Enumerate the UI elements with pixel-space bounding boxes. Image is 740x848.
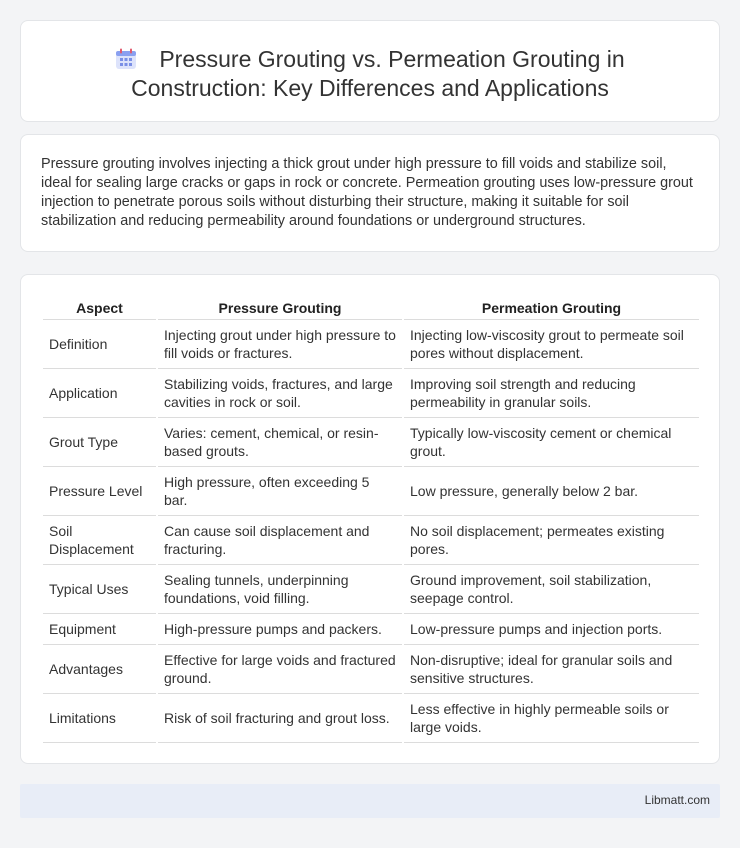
- cell-permeation: Low-pressure pumps and injection ports.: [403, 613, 699, 644]
- comparison-table: [43, 297, 699, 743]
- title-card: [20, 20, 720, 122]
- table-row: [43, 319, 699, 368]
- cell-pressure: Risk of soil fracturing and grout loss.: [157, 693, 403, 742]
- table-row: [43, 515, 699, 564]
- table-row: [43, 564, 699, 613]
- intro-paragraph: Pressure grouting involves injecting a thick grout under high pressure to fill voids and stabilize soil, ideal for sealing large cracks or gaps in rock or concrete. Permeation grouting uses low-pressure grout injection to penetrate porous soils without disturbing their structure, making it suitable for soil stabilization and reducing permeability around foundations or underground structures.: [41, 156, 693, 229]
- table-row: [43, 693, 699, 742]
- cell-pressure: Stabilizing voids, fractures, and large cavities in rock or soil.: [157, 368, 403, 417]
- cell-aspect: Limitations: [43, 693, 157, 742]
- cell-permeation: Injecting low-viscosity grout to permeate soil pores without displacement.: [403, 319, 699, 368]
- header-aspect: Aspect: [43, 297, 157, 319]
- cell-permeation: Ground improvement, soil stabilization, seepage control.: [403, 564, 699, 613]
- table-row: [43, 644, 699, 693]
- header-permeation-grouting: Permeation Grouting: [403, 297, 699, 319]
- cell-pressure: High-pressure pumps and packers.: [157, 613, 403, 644]
- cell-aspect: Grout Type: [43, 417, 157, 466]
- cell-pressure: Injecting grout under high pressure to fill voids or fractures.: [157, 319, 403, 368]
- cell-pressure: Varies: cement, chemical, or resin-based grouts.: [157, 417, 403, 466]
- calendar-icon: [115, 48, 137, 70]
- comparison-card: [20, 274, 720, 764]
- cell-aspect: Soil Displacement: [43, 515, 157, 564]
- cell-permeation: Improving soil strength and reducing permeability in granular soils.: [403, 368, 699, 417]
- cell-permeation: Less effective in highly permeable soils or large voids.: [403, 693, 699, 742]
- table-row: [43, 368, 699, 417]
- cell-pressure: Sealing tunnels, underpinning foundations, void filling.: [157, 564, 403, 613]
- table-row: [43, 466, 699, 515]
- header-pressure-grouting: Pressure Grouting: [157, 297, 403, 319]
- cell-permeation: No soil displacement; permeates existing pores.: [403, 515, 699, 564]
- cell-aspect: Pressure Level: [43, 466, 157, 515]
- cell-aspect: Equipment: [43, 613, 157, 644]
- footer-site-link[interactable]: Libmatt.com: [644, 793, 710, 807]
- cell-pressure: Effective for large voids and fractured ground.: [157, 644, 403, 693]
- cell-aspect: Advantages: [43, 644, 157, 693]
- cell-aspect: Application: [43, 368, 157, 417]
- cell-permeation: Non-disruptive; ideal for granular soils and sensitive structures.: [403, 644, 699, 693]
- cell-permeation: Typically low-viscosity cement or chemical grout.: [403, 417, 699, 466]
- title-line-1: Pressure Grouting vs. Permeation Grouting in: [159, 46, 625, 72]
- table-row: [43, 613, 699, 644]
- footer-bar: [20, 784, 720, 818]
- table-row: [43, 417, 699, 466]
- title-line-2: Construction: Key Differences and Applications: [131, 75, 609, 101]
- cell-pressure: Can cause soil displacement and fracturing.: [157, 515, 403, 564]
- cell-pressure: High pressure, often exceeding 5 bar.: [157, 466, 403, 515]
- cell-aspect: Typical Uses: [43, 564, 157, 613]
- page-title: [21, 45, 719, 103]
- intro-card: [20, 134, 720, 252]
- cell-aspect: Definition: [43, 319, 157, 368]
- table-header-row: [43, 297, 699, 319]
- cell-permeation: Low pressure, generally below 2 bar.: [403, 466, 699, 515]
